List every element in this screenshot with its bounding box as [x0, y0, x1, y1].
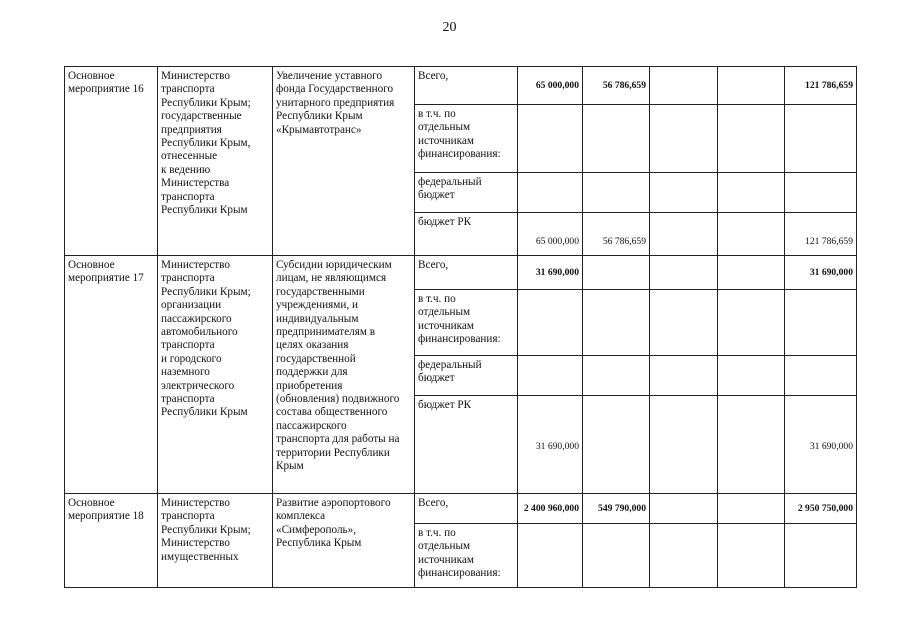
value-cell [583, 173, 650, 213]
value-cell [718, 494, 785, 524]
value-cell [650, 67, 718, 105]
funding-label: Всего, [415, 67, 518, 105]
value-cell [718, 173, 785, 213]
value-cell [583, 396, 650, 494]
funding-label: Всего, [415, 256, 518, 290]
funding-label: федеральный бюджет [415, 356, 518, 396]
value-cell: 2 400 960,000 [518, 494, 583, 524]
value-cell [518, 105, 583, 173]
value-cell [518, 290, 583, 356]
description-cell: Развитие аэропортового комплекса «Симферополь», Республика Крым [273, 494, 415, 588]
value-cell [718, 67, 785, 105]
funding-label: в т.ч. по отдельным источникам финансирования: [415, 105, 518, 173]
total-cell: 31 690,000 [785, 396, 857, 494]
page-number: 20 [442, 20, 457, 35]
table-row [65, 494, 857, 524]
value-cell [718, 396, 785, 494]
value-cell [650, 356, 718, 396]
value-cell [518, 524, 583, 588]
executor-cell: Министерство транспорта Республики Крым; Министерство имущественных [158, 494, 273, 588]
total-cell: 2 950 750,000 [785, 494, 857, 524]
event-cell: Основное мероприятие 17 [65, 256, 158, 494]
funding-label: в т.ч. по отдельным источникам финансирования: [415, 290, 518, 356]
total-cell [785, 356, 857, 396]
value-cell: 65 000,000 [518, 213, 583, 256]
value-cell [718, 524, 785, 588]
executor-cell: Министерство транспорта Республики Крым; государственные предприятия Республики Крым, отнесенные к ведению Министерства транспорта Республики Крым [158, 67, 273, 256]
value-cell [718, 356, 785, 396]
description-cell: Увеличение уставного фонда Государственного унитарного предприятия Республики Крым «Крымавтотранс» [273, 67, 415, 256]
funding-label: в т.ч. по отдельным источникам финансирования: [415, 524, 518, 588]
value-cell [583, 256, 650, 290]
value-cell: 31 690,000 [518, 256, 583, 290]
value-cell [583, 105, 650, 173]
value-cell [650, 290, 718, 356]
funding-label: Всего, [415, 494, 518, 524]
value-cell [650, 256, 718, 290]
total-cell [785, 524, 857, 588]
value-cell [650, 173, 718, 213]
value-cell [718, 213, 785, 256]
value-cell [518, 356, 583, 396]
funding-label: бюджет РК [415, 213, 518, 256]
value-cell: 56 786,659 [583, 213, 650, 256]
value-cell [718, 256, 785, 290]
table-row [65, 256, 857, 290]
total-cell: 31 690,000 [785, 256, 857, 290]
value-cell [518, 173, 583, 213]
total-cell [785, 290, 857, 356]
value-cell [583, 290, 650, 356]
value-cell: 31 690,000 [518, 396, 583, 494]
table-row [65, 67, 857, 105]
value-cell [583, 356, 650, 396]
value-cell [718, 290, 785, 356]
funding-label: федеральный бюджет [415, 173, 518, 213]
value-cell [650, 524, 718, 588]
total-cell [785, 173, 857, 213]
value-cell: 549 790,000 [583, 494, 650, 524]
total-cell: 121 786,659 [785, 213, 857, 256]
value-cell: 56 786,659 [583, 67, 650, 105]
value-cell [650, 494, 718, 524]
value-cell [650, 213, 718, 256]
value-cell [718, 105, 785, 173]
event-cell: Основное мероприятие 18 [65, 494, 158, 588]
total-cell [785, 105, 857, 173]
event-cell: Основное мероприятие 16 [65, 67, 158, 256]
executor-cell: Министерство транспорта Республики Крым; организации пассажирского автомобильного транспорта и городского наземного электрического транспорта Республики Крым [158, 256, 273, 494]
total-cell: 121 786,659 [785, 67, 857, 105]
program-table [64, 66, 857, 588]
value-cell [650, 105, 718, 173]
value-cell [583, 524, 650, 588]
value-cell: 65 000,000 [518, 67, 583, 105]
description-cell: Субсидии юридическим лицам, не являющимся государственными учреждениями, и индивидуальным предпринимателям в целях оказания государственной поддержки для приобретения (обновления) подвижного состава общественного пассажирского транспорта для работы на территории Республики Крым [273, 256, 415, 494]
funding-label: бюджет РК [415, 396, 518, 494]
value-cell [650, 396, 718, 494]
